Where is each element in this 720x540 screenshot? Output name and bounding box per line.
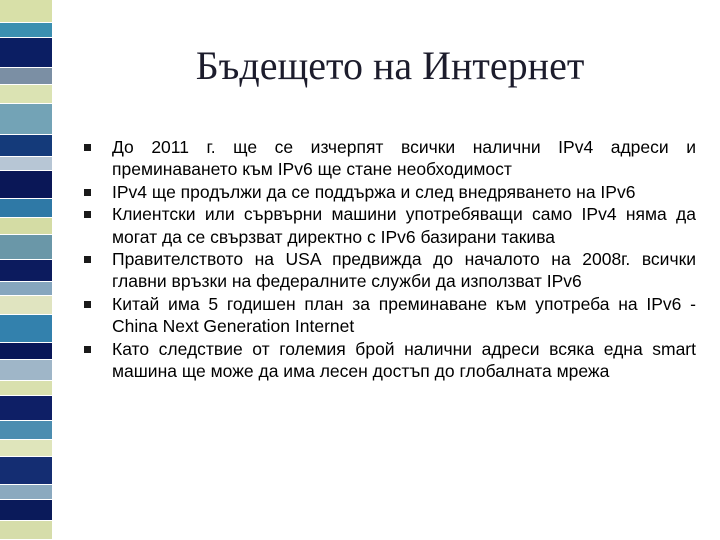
stripe-segment xyxy=(0,135,52,156)
decorative-stripe-bar xyxy=(0,0,52,540)
stripe-segment xyxy=(0,235,52,260)
stripe-segment xyxy=(0,23,52,38)
stripe-segment xyxy=(0,381,52,396)
slide-title: Бъдещето на Интернет xyxy=(195,43,585,88)
bullet-text: IPv4 ще продължи да се поддържа и след внедряването на IPv6 xyxy=(112,181,636,202)
stripe-segment xyxy=(0,218,52,235)
bullet-text: До 2011 г. ще се изчерпят всички налични IPv4 адреси и преминаването към IPv6 ще стане необходимост xyxy=(112,137,696,180)
bullet-list xyxy=(84,136,696,382)
square-bullet-icon xyxy=(84,346,91,353)
bullet-item xyxy=(84,293,696,338)
stripe-segment xyxy=(0,396,52,421)
stripe-segment xyxy=(0,500,52,521)
bullet-text: Правителството на USA предвижда до началото на 2008г. всички главни връзки на федералните служби да използват IPv6 xyxy=(112,249,696,292)
stripe-segment xyxy=(0,315,52,343)
stripe-segment xyxy=(0,157,52,172)
stripe-segment xyxy=(0,68,52,85)
stripe-segment xyxy=(0,260,52,281)
stripe-segment xyxy=(0,457,52,485)
square-bullet-icon xyxy=(84,301,91,308)
bullet-text: Клиентски или сървърни машини употребяващи само IPv4 няма да могат да се свързват директно с IPv6 базирани такива xyxy=(112,204,696,247)
bullet-item xyxy=(84,248,696,293)
bullet-item xyxy=(84,338,696,383)
stripe-segment xyxy=(0,0,52,23)
stripe-segment xyxy=(0,343,52,360)
square-bullet-icon xyxy=(84,144,91,151)
stripe-segment xyxy=(0,104,52,136)
bullet-item xyxy=(84,136,696,181)
stripe-segment xyxy=(0,440,52,457)
stripe-segment xyxy=(0,171,52,199)
bullet-item xyxy=(84,181,696,203)
stripe-segment xyxy=(0,521,52,540)
stripe-segment xyxy=(0,360,52,381)
stripe-segment xyxy=(0,296,52,315)
square-bullet-icon xyxy=(84,256,91,263)
stripe-segment xyxy=(0,38,52,68)
stripe-segment xyxy=(0,199,52,218)
stripe-segment xyxy=(0,282,52,297)
bullet-item xyxy=(84,203,696,248)
stripe-segment xyxy=(0,485,52,500)
square-bullet-icon xyxy=(84,211,91,218)
bullet-text: Китай има 5 годишен план за преминаване към употреба на IPv6 - China Next Generation Internet xyxy=(112,293,696,337)
stripe-segment xyxy=(0,85,52,104)
stripe-segment xyxy=(0,421,52,440)
square-bullet-icon xyxy=(84,189,91,196)
bullet-text: Като следствие от големия брой налични адреси всяка една smart машина ще може да има лесен достъп до глобалната мрежа xyxy=(112,338,696,382)
